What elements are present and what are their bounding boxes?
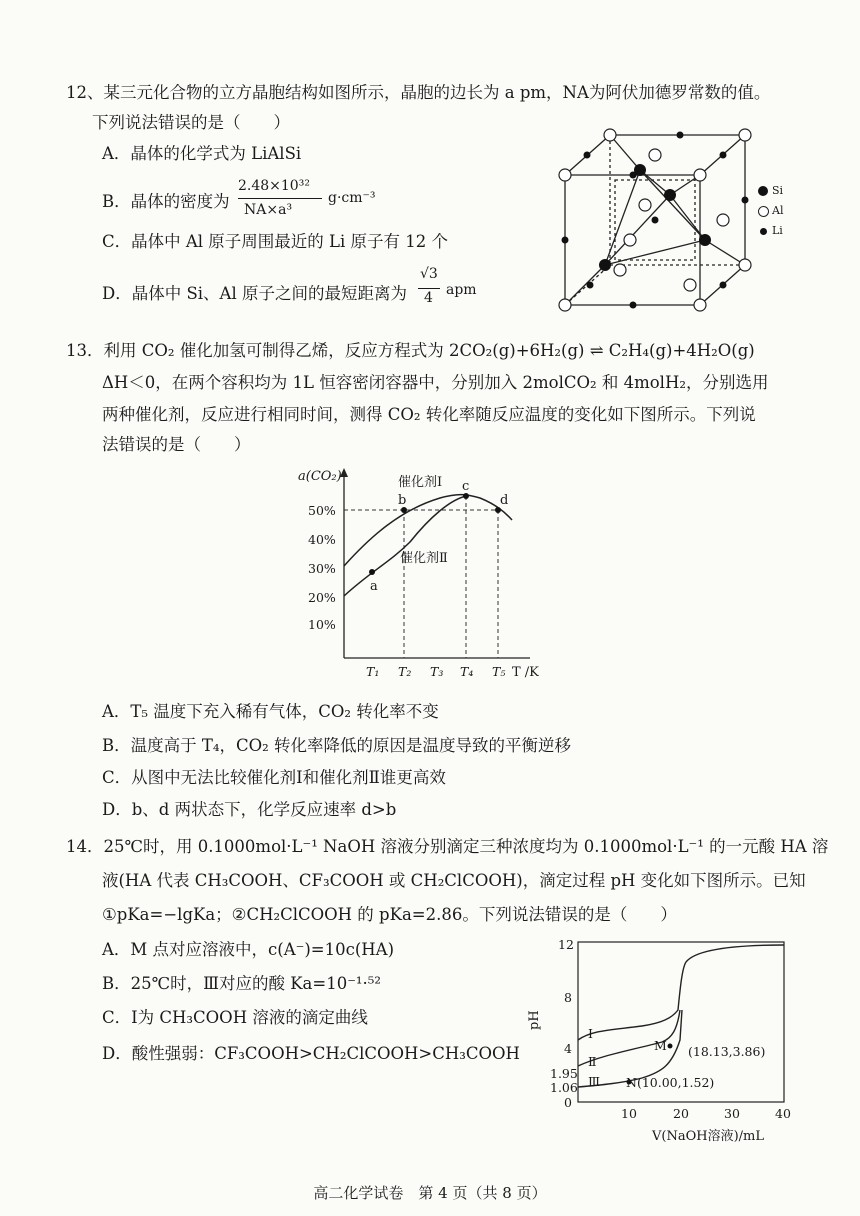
page-footer: 高二化学试卷 第 4 页（共 8 页） <box>313 1184 547 1202</box>
q12-stem-line2: 下列说法错误的是（ ） <box>92 113 290 132</box>
q14-line3: ①pKa=−lgKa；②CH₂ClCOOH 的 pKa=2.86。下列说法错误的是（ ） <box>102 905 677 924</box>
q13-option-b: B．温度高于 T₄，CO₂ 转化率降低的原因是温度导致的平衡逆移 <box>102 736 572 755</box>
al-marker-icon <box>758 206 769 217</box>
y-tick-10: 10% <box>308 617 336 632</box>
point-c-label: c <box>462 479 470 494</box>
fraction-bar <box>418 288 440 289</box>
x-axis-label: T /K <box>512 665 539 680</box>
q13-option-a: A．T₅ 温度下充入稀有气体，CO₂ 转化率不变 <box>102 702 439 721</box>
catalyst-I-label: 催化剂Ⅰ <box>398 475 443 490</box>
q14-option-d: D．酸性强弱：CF₃COOH>CH₂ClCOOH>CH₃COOH <box>102 1044 520 1063</box>
legend-li-label: Li <box>772 224 783 237</box>
x-tick-10: 10 <box>621 1106 637 1121</box>
q12-option-b-prefix: B．晶体的密度为 <box>102 192 230 211</box>
point-b-label: b <box>398 493 407 508</box>
co2-conversion-chart <box>290 462 550 686</box>
point-M-label: M <box>654 1038 667 1053</box>
q12-option-b-denominator: NA×a³ <box>244 202 293 218</box>
legend-si-label: Si <box>772 184 784 197</box>
x-tick-30: 30 <box>724 1106 740 1121</box>
y-tick-4: 4 <box>564 1041 572 1056</box>
x-tick-40: 40 <box>775 1106 791 1121</box>
q13-line2: ΔH＜0，在两个容积均为 1L 恒容密闭容器中，分别加入 2molCO₂ 和 4molH₂，分别选用 <box>102 373 769 392</box>
x-tick-t4: T₄ <box>460 664 474 679</box>
q12-stem-line1: 12、某三元化合物的立方晶胞结构如图所示，晶胞的边长为 a pm，NA为阿伏加德罗常数的值。 <box>66 83 771 102</box>
q14-option-b: B．25℃时，Ⅲ对应的酸 Ka=10⁻¹·⁵² <box>102 974 382 993</box>
y-tick-40: 40% <box>308 532 336 547</box>
q14-option-a: A．M 点对应溶液中，c(A⁻)=10c(HA) <box>102 940 395 959</box>
q12-option-b-unit: g·cm⁻³ <box>328 190 376 206</box>
point-M <box>668 1044 673 1049</box>
x-tick-t1: T₁ <box>366 664 380 679</box>
q12-option-d-denominator: 4 <box>424 290 433 306</box>
q14-line2: 液(HA 代表 CH₃COOH、CF₃COOH 或 CH₂ClCOOH)，滴定过程 pH 变化如下图所示。已知 <box>102 871 806 890</box>
label-III: Ⅲ <box>588 1074 601 1089</box>
y-tick-1-06: 1.06 <box>550 1080 578 1095</box>
x-tick-t3: T₃ <box>430 664 444 679</box>
x-tick-t5: T₅ <box>492 664 506 679</box>
point-a <box>369 569 375 575</box>
y-axis-label: a(CO₂) <box>298 469 342 484</box>
titration-chart <box>522 930 812 1148</box>
fraction-bar <box>238 198 322 199</box>
q13-option-c: C．从图中无法比较催化剂Ⅰ和催化剂Ⅱ谁更高效 <box>102 768 446 787</box>
q14-line1: 14．25℃时，用 0.1000mol·L⁻¹ NaOH 溶液分别滴定三种浓度均为 0.1000mol·L⁻¹ 的一元酸 HA 溶 <box>66 837 829 856</box>
point-d-label: d <box>500 493 509 508</box>
q13-line1: 13．利用 CO₂ 催化加氢可制得乙烯，反应方程式为 2CO₂(g)+6H₂(g) ⇌ C₂H₄(g)+4H₂O(g) <box>66 341 755 360</box>
y-axis-label: pH <box>527 1010 542 1030</box>
point-M-coordinate: (18.13,3.86) <box>688 1044 766 1059</box>
y-tick-12: 12 <box>558 937 574 952</box>
legend-al-label: Al <box>772 204 784 217</box>
y-tick-8: 8 <box>564 990 572 1005</box>
x-tick-20: 20 <box>673 1106 689 1121</box>
li-marker-icon <box>760 228 767 235</box>
q12-option-a: A．晶体的化学式为 LiAlSi <box>102 144 302 163</box>
q12-option-d-prefix: D．晶体中 Si、Al 原子之间的最短距离为 <box>102 284 407 303</box>
y-tick-1-95: 1.95 <box>550 1066 578 1081</box>
q13-option-d: D．b、d 两状态下，化学反应速率 d>b <box>102 800 397 819</box>
q12-option-d-numerator: √3 <box>420 266 438 282</box>
q14-option-c: C．Ⅰ为 CH₃COOH 溶液的滴定曲线 <box>102 1008 368 1027</box>
point-a-label: a <box>370 579 378 594</box>
q13-line4: 法错误的是（ ） <box>102 435 251 454</box>
q12-option-d-unit: apm <box>446 282 477 298</box>
q12-option-c: C．晶体中 Al 原子周围最近的 Li 原子有 12 个 <box>102 232 449 251</box>
y-tick-0: 0 <box>564 1095 572 1110</box>
q12-option-b-numerator: 2.48×10³² <box>238 178 310 194</box>
label-I: Ⅰ <box>588 1026 593 1041</box>
x-axis-label: V(NaOH溶液)/mL <box>652 1129 764 1144</box>
catalyst-II-label: 催化剂Ⅱ <box>400 551 448 566</box>
y-tick-50: 50% <box>308 503 336 518</box>
q13-line3: 两种催化剂，反应进行相同时间，测得 CO₂ 转化率随反应温度的变化如下图所示。下列说 <box>102 405 756 424</box>
y-tick-30: 30% <box>308 561 336 576</box>
x-tick-t2: T₂ <box>398 664 412 679</box>
point-N-label: N(10.00,1.52) <box>626 1075 715 1090</box>
crystal-cell-figure <box>545 125 795 315</box>
si-marker-icon <box>758 186 768 196</box>
y-tick-20: 20% <box>308 590 336 605</box>
label-II: Ⅱ <box>588 1054 597 1069</box>
